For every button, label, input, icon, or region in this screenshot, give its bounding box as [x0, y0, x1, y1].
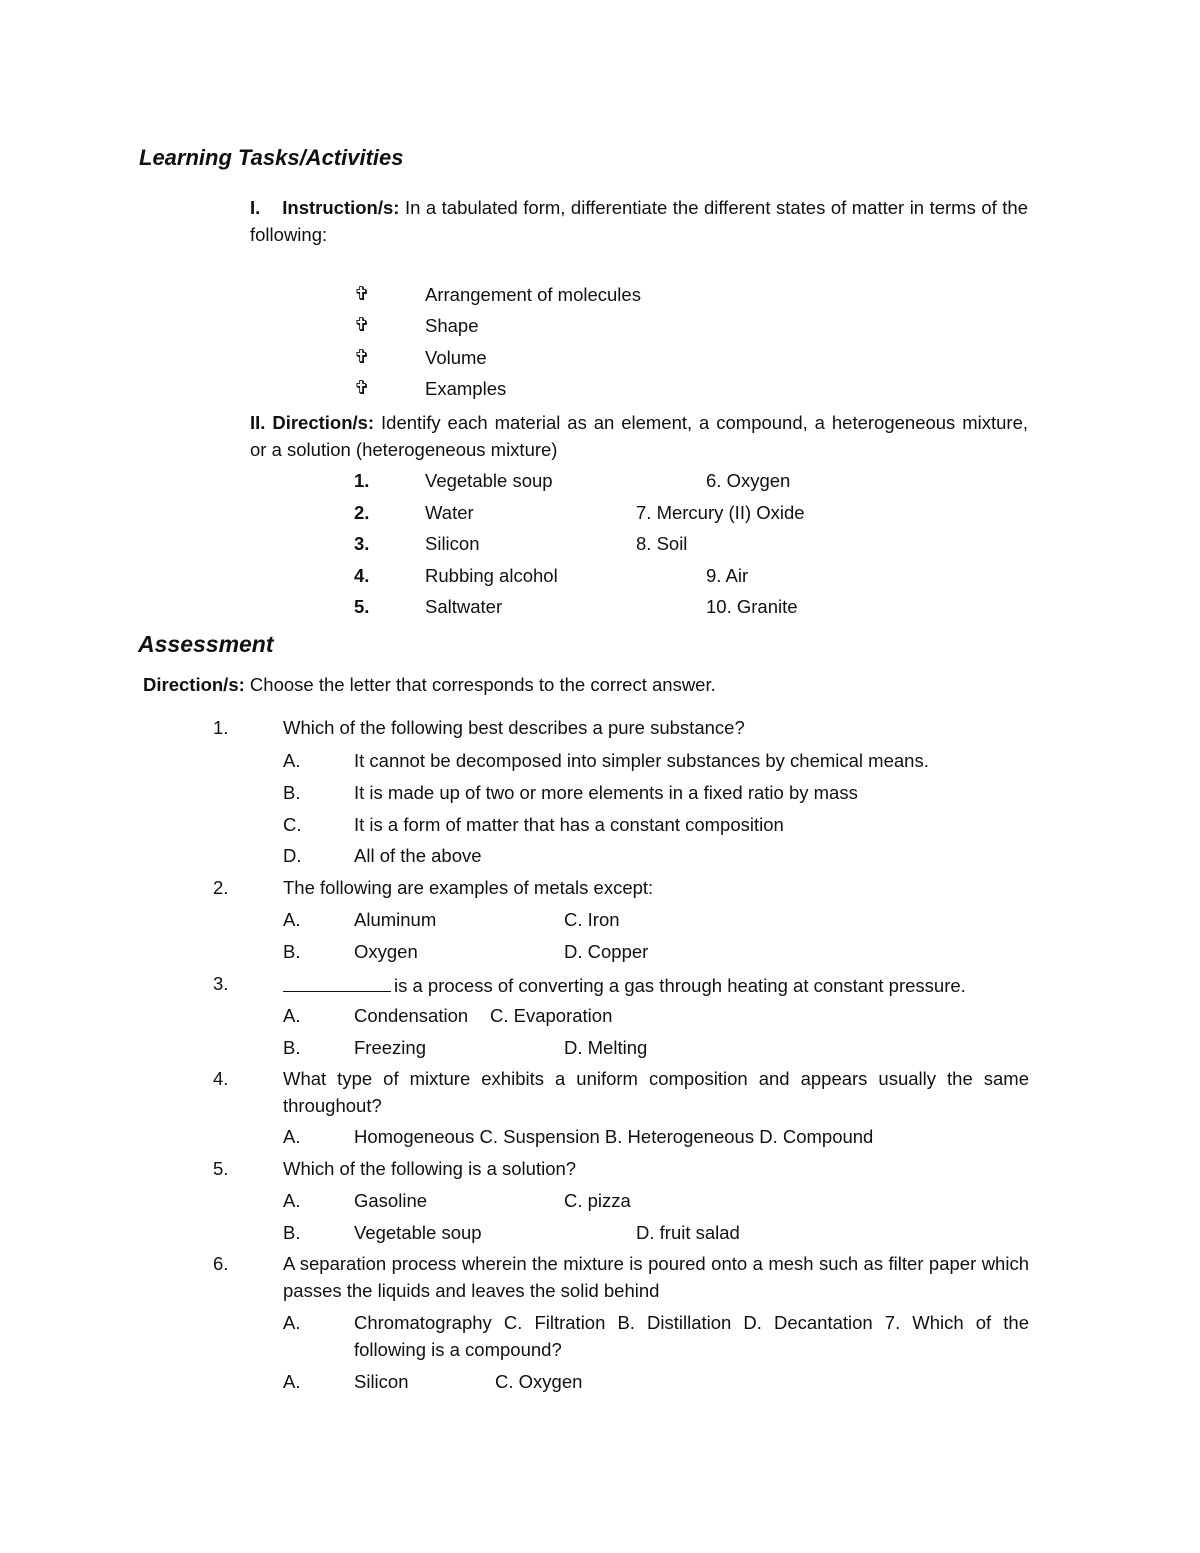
option-text: Condensation [354, 1005, 469, 1026]
option-right: C. pizza [564, 1190, 631, 1211]
bullet-item: Arrangement of molecules [425, 284, 641, 305]
item-number: 2. [354, 502, 370, 523]
option-letter: C. [283, 814, 302, 835]
bullet-item: Shape [425, 315, 479, 336]
question-number: 5. [213, 1158, 229, 1179]
option-text: It is a form of matter that has a constant composition [354, 814, 784, 835]
direction-label: Direction/s: [143, 674, 245, 695]
item-number: 3. [354, 533, 370, 554]
option-right: C. Evaporation [490, 1005, 613, 1026]
option-letter: A. [283, 1190, 301, 1211]
option-letter: A. [283, 1005, 301, 1026]
part-number: I. [250, 197, 261, 218]
direction-text: Choose the letter that corresponds to the correct answer. [244, 674, 716, 695]
item-right: 8. Soil [636, 533, 688, 554]
option-letter: B. [283, 1037, 301, 1058]
question-number: 1. [213, 717, 229, 738]
option-right: C. Iron [564, 909, 620, 930]
assessment-direction [143, 676, 716, 695]
bullet-icon: ✞ [354, 315, 370, 336]
section-title-learning-tasks: Learning Tasks/Activities [139, 145, 404, 170]
direction-label: Direction/s: [272, 412, 375, 433]
instruction-label: Instruction/s: [282, 197, 400, 218]
option-text: Homogeneous C. Suspension B. Heterogeneous D. Compound [354, 1126, 874, 1147]
option-text: Gasoline [354, 1190, 428, 1211]
item-right: 6. Oxygen [706, 470, 791, 491]
question-text: A separation process wherein the mixture is poured onto a mesh such as filter paper which passes the liquids and leaves the solid behind [283, 1253, 1029, 1301]
option-letter: B. [283, 941, 301, 962]
part-number: II. [250, 412, 266, 433]
direction-text: Identify each material as an element, a compound, a heterogeneous mixture, or a solution (heterogeneous mixture) [250, 412, 1028, 460]
direction-paragraph [250, 409, 1028, 463]
item-text: Water [425, 502, 474, 523]
question-number: 4. [213, 1068, 229, 1089]
section-title-assessment: Assessment [138, 631, 274, 657]
option-letter: D. [283, 845, 302, 866]
option-letter: A. [283, 1312, 301, 1333]
question-text: Which of the following is a solution? [283, 1158, 577, 1179]
option-right: D. fruit salad [636, 1222, 740, 1243]
item-right: 7. Mercury (II) Oxide [636, 502, 805, 523]
item-text: Rubbing alcohol [425, 565, 558, 586]
bullet-icon: ✞ [354, 347, 370, 368]
answer-blank [283, 975, 391, 992]
question-number: 6. [213, 1253, 229, 1274]
item-text: Saltwater [425, 596, 503, 617]
bullet-icon: ✞ [354, 284, 370, 305]
question-number: 3. [213, 973, 229, 994]
item-number: 4. [354, 565, 370, 586]
option-letter: B. [283, 782, 301, 803]
option-letter: A. [283, 750, 301, 771]
bullet-icon: ✞ [354, 378, 370, 399]
option-letter: A. [283, 1126, 301, 1147]
option-text: It cannot be decomposed into simpler substances by chemical means. [354, 750, 929, 771]
question-line [283, 975, 966, 996]
bullet-item: Volume [425, 347, 487, 368]
item-text: Vegetable soup [425, 470, 553, 491]
option-text: All of the above [354, 845, 482, 866]
question-text: is a process of converting a gas through heating at constant pressure. [394, 975, 966, 996]
question-text: Which of the following best describes a pure substance? [283, 717, 745, 738]
option-text: Silicon [354, 1371, 409, 1392]
option-right: D. Melting [564, 1037, 648, 1058]
option-text: Oxygen [354, 941, 418, 962]
instruction-paragraph [250, 194, 1028, 248]
item-number: 1. [354, 470, 370, 491]
item-text: Silicon [425, 533, 480, 554]
option-text: It is made up of two or more elements in a fixed ratio by mass [354, 782, 858, 803]
option-right: C. Oxygen [495, 1371, 583, 1392]
option-letter: A. [283, 1371, 301, 1392]
option-text: Vegetable soup [354, 1222, 482, 1243]
item-right: 9. Air [706, 565, 749, 586]
item-right: 10. Granite [706, 596, 798, 617]
option-text: Aluminum [354, 909, 437, 930]
option-text: Freezing [354, 1037, 426, 1058]
question-number: 2. [213, 877, 229, 898]
item-number: 5. [354, 596, 370, 617]
bullet-item: Examples [425, 378, 507, 399]
option-text: Chromatography C. Filtration B. Distillation D. Decantation 7. Which of the following is a compound? [354, 1312, 1029, 1360]
option-letter: A. [283, 909, 301, 930]
option-letter: B. [283, 1222, 301, 1243]
instruction-text: In a tabulated form, differentiate the different states of matter in terms of the following: [250, 197, 1028, 245]
question-text: What type of mixture exhibits a uniform composition and appears usually the same throughout? [283, 1068, 1029, 1116]
option-right: D. Copper [564, 941, 649, 962]
question-text: The following are examples of metals except: [283, 877, 654, 898]
